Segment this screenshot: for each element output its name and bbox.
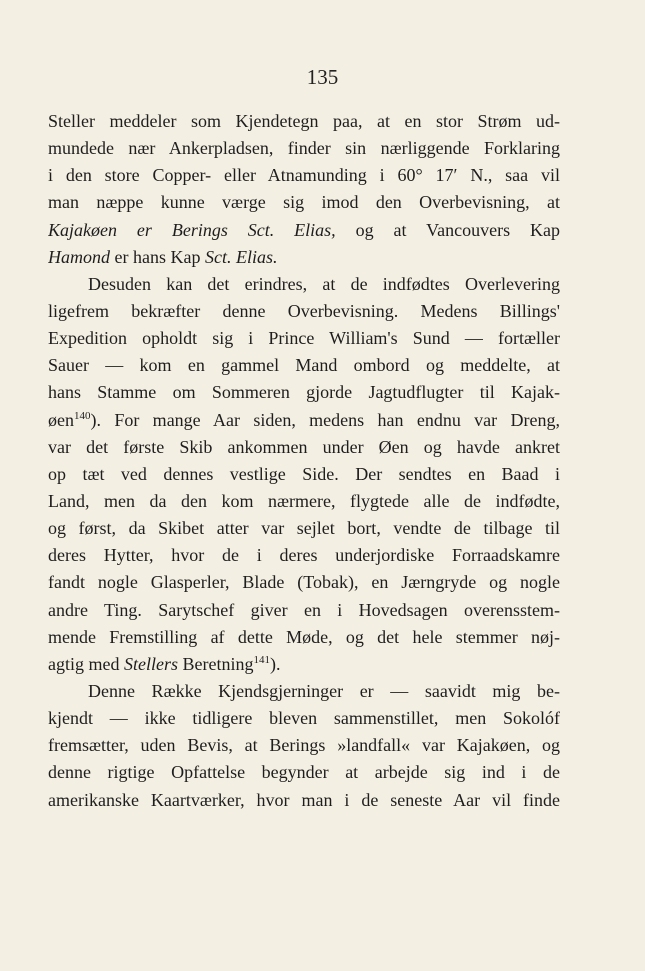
text-line: mundede nær Ankerpladsen, finder sin nærliggende Forklaring xyxy=(48,138,560,159)
text-line: deres Hytter, hvor de i deres underjordiske Forraadskamre xyxy=(48,545,560,566)
text-line: fandt nogle Glasperler, Blade (Tobak), en Jærngryde og nogle xyxy=(48,572,560,593)
italic-phrase: Hamond xyxy=(48,246,110,267)
text-segment: er hans Kap xyxy=(114,246,201,267)
text-line: fremsætter, uden Bevis, at Berings »landfall« var Kajakøen, og xyxy=(48,735,560,756)
text-line: var det første Skib ankommen under Øen og havde ankret xyxy=(48,436,560,457)
paragraph-start: Desuden kan det erindres, at de indfødtes Overlevering xyxy=(88,273,560,294)
text-line: og først, da Skibet atter var sejlet bort, vendte de tilbage til xyxy=(48,518,560,539)
page-number: 135 xyxy=(306,65,339,89)
text-line: man næppe kunne værge sig imod den Overbevisning, at xyxy=(48,192,560,213)
text-line: ligefrem bekræfter denne Overbevisning. Medens Billings' xyxy=(48,300,560,321)
text-segment: og at Vancouvers Kap xyxy=(355,219,560,240)
text-segment: øen xyxy=(48,409,74,430)
paragraph-start: Denne Række Kjendsgjerninger er — saavidt mig be- xyxy=(88,680,560,701)
text-line: hans Stamme om Sommeren gjorde Jagtudflugter til Kajak- xyxy=(48,382,560,403)
text-line xyxy=(48,407,560,434)
text-line: andre Ting. Sarytschef giver en i Hovedsagen overensstem- xyxy=(48,599,560,620)
text-line xyxy=(48,651,560,678)
text-segment: Beretning xyxy=(182,653,254,674)
italic-phrase: Sct. Elias. xyxy=(204,246,278,267)
italic-phrase: Kajakøen er Berings Sct. Elias, xyxy=(48,219,336,240)
footnote-ref[interactable]: 140 xyxy=(74,409,91,422)
text-line: Steller meddeler som Kjendetegn paa, at en stor Strøm ud- xyxy=(48,111,560,131)
text-line: denne rigtige Opfattelse begynder at arbejde sig ind i de xyxy=(48,762,560,783)
body-text xyxy=(48,108,560,814)
footnote-ref[interactable]: 141 xyxy=(253,653,270,666)
text-line xyxy=(48,217,560,244)
text-segment: agtig med xyxy=(48,653,120,674)
text-line: kjendt — ikke tidligere bleven sammenstillet, men Sokolóf xyxy=(48,708,560,729)
text-line: Land, men da den kom nærmere, flygtede alle de indfødte, xyxy=(48,490,560,511)
text-line: Sauer — kom en gammel Mand ombord og meddelte, at xyxy=(48,355,560,376)
text-line xyxy=(48,244,560,271)
text-line: amerikanske Kaartværker, hvor man i de seneste Aar vil finde xyxy=(48,789,560,810)
text-line: op tæt ved dennes vestlige Side. Der sendtes en Baad i xyxy=(48,463,560,484)
text-segment: ). xyxy=(269,653,281,674)
text-line: Expedition opholdt sig i Prince William's Sund — fortæller xyxy=(48,328,560,349)
text-line: mende Fremstilling af dette Møde, og det hele stemmer nøj- xyxy=(48,626,560,647)
italic-phrase: Stellers xyxy=(123,653,178,674)
text-line: i den store Copper- eller Atnamunding i 60° 17′ N., saa vil xyxy=(48,165,560,186)
text-segment: ). For mange Aar siden, medens han endnu var Dreng, xyxy=(90,409,560,430)
